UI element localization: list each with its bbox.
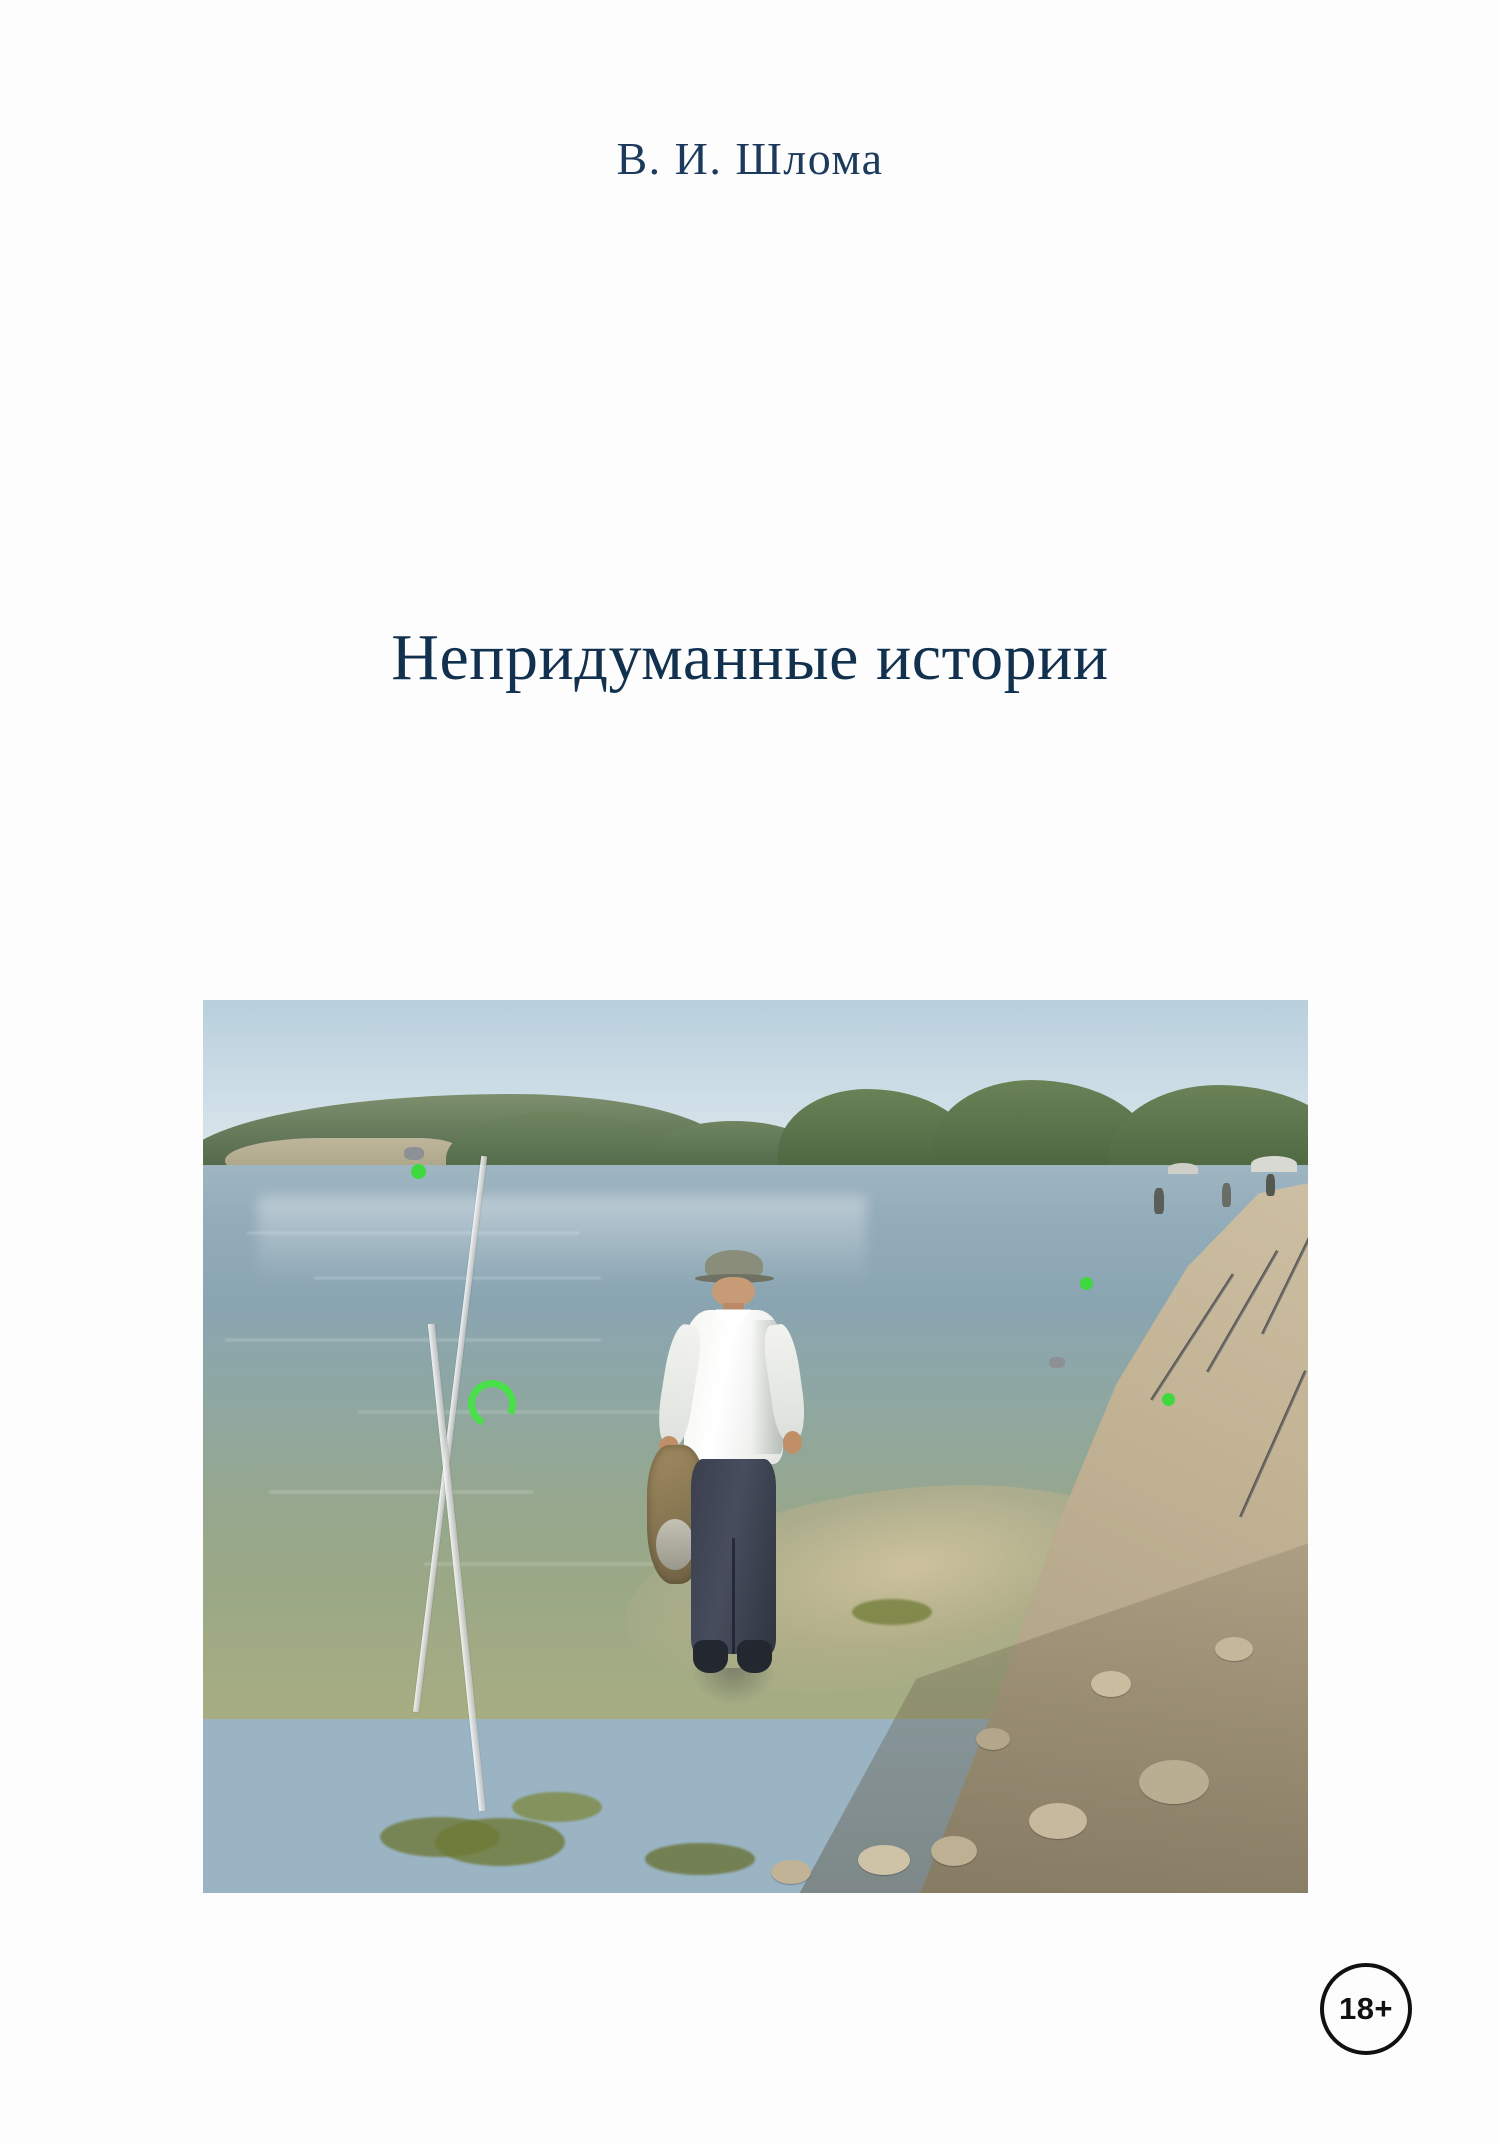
right-hand (783, 1431, 802, 1454)
stone (771, 1860, 811, 1884)
rod-tip-light (411, 1164, 426, 1179)
water-reflection (691, 1668, 776, 1705)
stone (1139, 1760, 1209, 1804)
cover-photo (203, 1000, 1308, 1893)
far-angler (1222, 1183, 1231, 1207)
water-ripple (225, 1339, 601, 1341)
water-ripple (424, 1563, 667, 1565)
rod-tip (1049, 1357, 1065, 1368)
water-ripple (247, 1232, 579, 1234)
water-ripple (269, 1491, 534, 1493)
stone (1091, 1671, 1131, 1697)
book-title: Непридуманные истории (391, 621, 1109, 694)
far-umbrella (1251, 1156, 1297, 1172)
rod-tip-light (1080, 1277, 1093, 1290)
moss-patch (435, 1818, 565, 1866)
rod-tip (404, 1147, 424, 1160)
leg-separation (732, 1538, 736, 1654)
far-angler (1154, 1188, 1164, 1214)
water-ripple (314, 1277, 601, 1279)
moss-patch (645, 1843, 755, 1875)
stone (1215, 1637, 1253, 1661)
stone (931, 1836, 977, 1866)
age-rating-badge: 18+ (1320, 1963, 1412, 2055)
cover-photo-illustration (203, 1000, 1308, 1893)
author-name: В. И. Шлома (616, 133, 884, 184)
far-angler (1266, 1174, 1275, 1196)
fisherman (645, 1250, 822, 1714)
far-umbrella (1168, 1163, 1198, 1174)
moss-patch (512, 1792, 602, 1822)
stone (976, 1728, 1010, 1750)
